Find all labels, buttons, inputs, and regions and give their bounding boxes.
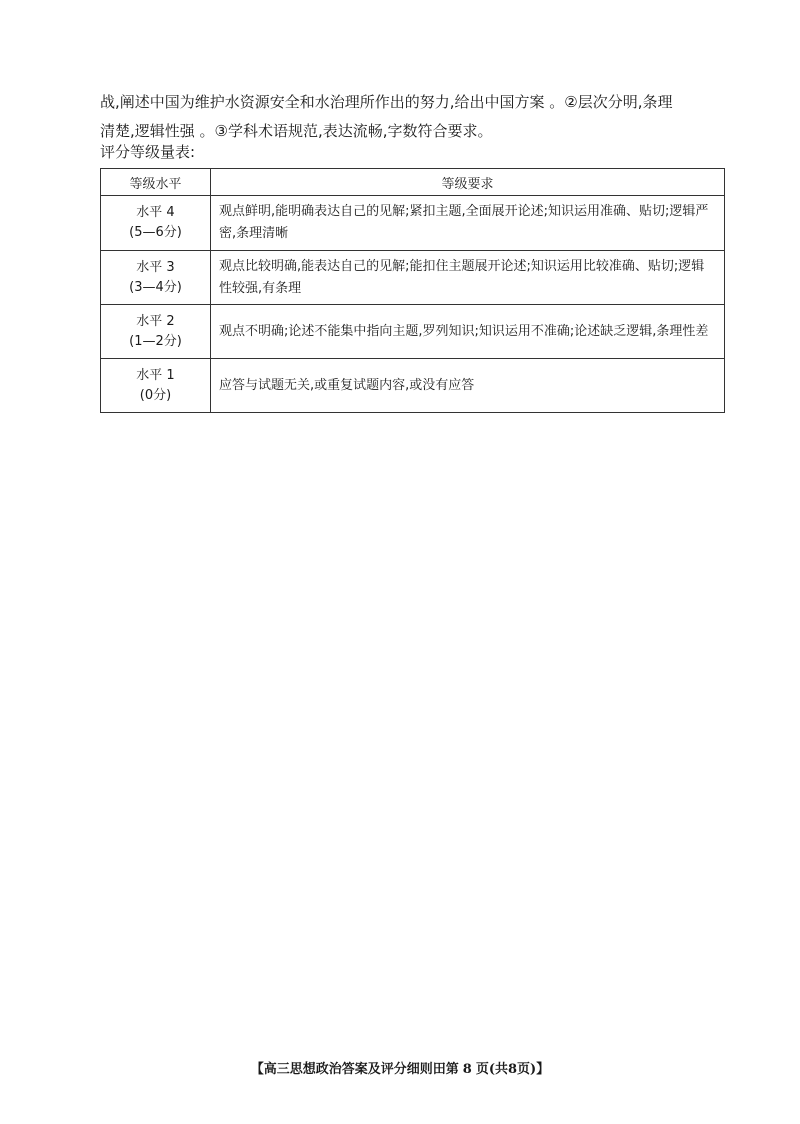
level-name: 水平 2 bbox=[136, 313, 175, 329]
requirement-cell: 应答与试题无关,或重复试题内容,或没有应答 bbox=[211, 359, 725, 413]
level-cell bbox=[101, 251, 211, 305]
level-name: 水平 3 bbox=[136, 259, 175, 275]
table-row bbox=[101, 305, 725, 359]
page-footer bbox=[0, 1058, 800, 1077]
header-requirement: 等级要求 bbox=[211, 169, 725, 196]
level-cell bbox=[101, 196, 211, 251]
level-name: 水平 4 bbox=[136, 205, 175, 220]
requirement-cell: 观点鲜明,能明确表达自己的见解;紧扣主题,全面展开论述;知识运用准确、贴切;逻辑严密,条理清晰 bbox=[211, 196, 725, 251]
header-level: 等级水平 bbox=[101, 169, 211, 196]
level-score: (5—6分) bbox=[129, 225, 182, 240]
requirement-cell: 观点不明确;论述不能集中指向主题,罗列知识;知识运用不准确;论述缺乏逻辑,条理性差 bbox=[211, 305, 725, 359]
rubric-caption: 评分等级量表: bbox=[100, 143, 196, 161]
table-row bbox=[101, 196, 725, 251]
intro-line-1: 战,阐述中国为维护水资源安全和水治理所作出的努力,给出中国方案 。②层次分明,条理 bbox=[100, 93, 673, 111]
table-row bbox=[101, 251, 725, 305]
rubric-table bbox=[100, 168, 725, 413]
level-score: (3—4分) bbox=[129, 279, 182, 295]
level-score: (1—2分) bbox=[129, 333, 182, 349]
level-score: (0分) bbox=[139, 387, 172, 403]
table-row bbox=[101, 359, 725, 413]
footer-page-number: 8 bbox=[462, 1062, 472, 1077]
level-cell bbox=[101, 359, 211, 413]
footer-suffix: 页(共8页)】 bbox=[475, 1062, 550, 1077]
rubric-header-row bbox=[101, 169, 725, 196]
footer-prefix: 【高三思想政治答案及评分细则田第 bbox=[250, 1062, 459, 1077]
requirement-cell: 观点比较明确,能表达自己的见解;能扣住主题展开论述;知识运用比较准确、贴切;逻辑性较强,有条理 bbox=[211, 251, 725, 305]
level-name: 水平 1 bbox=[136, 367, 175, 383]
intro-line-2: 清楚,逻辑性强 。③学科术语规范,表达流畅,字数符合要求。 bbox=[100, 122, 493, 140]
level-cell bbox=[101, 305, 211, 359]
